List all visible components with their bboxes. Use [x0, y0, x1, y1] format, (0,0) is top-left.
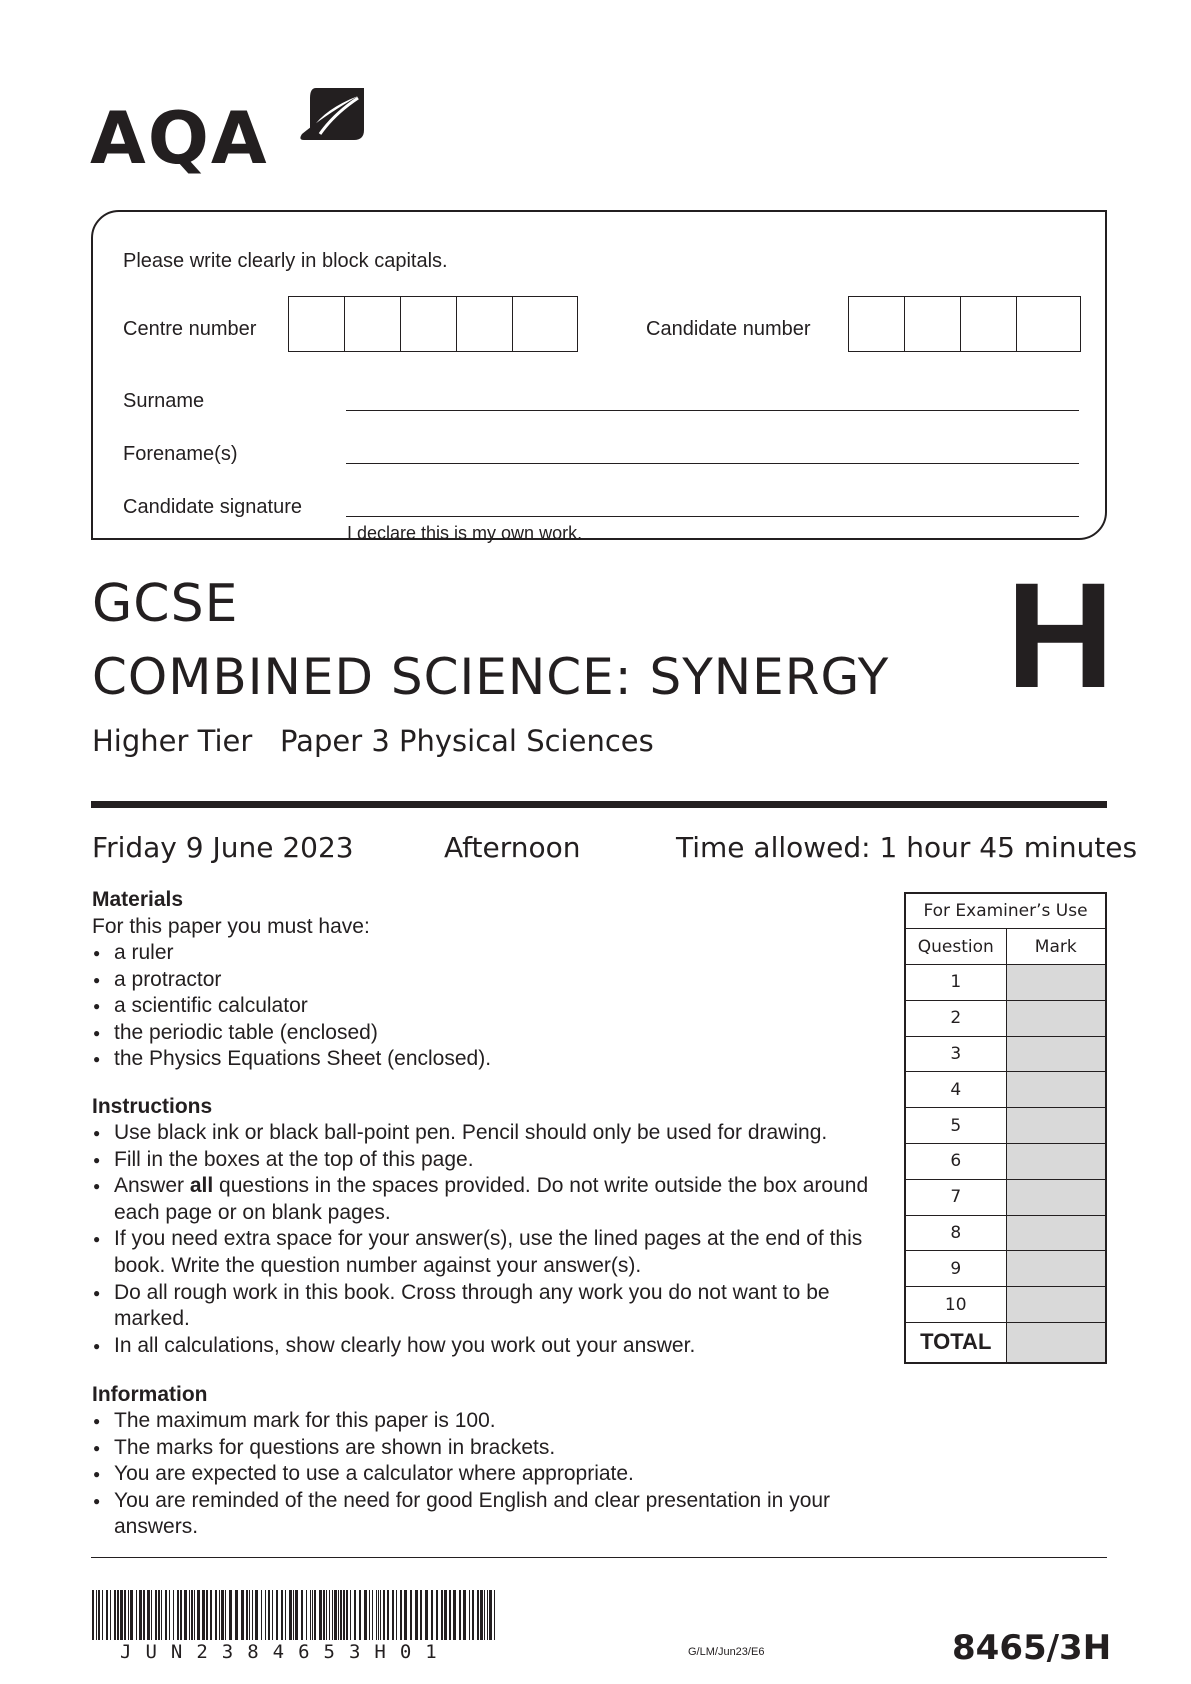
mark-cell[interactable]: [1006, 965, 1106, 1001]
barcode-bar: [400, 1590, 402, 1640]
question-number: 2: [905, 1000, 1006, 1036]
table-row: [905, 1036, 1106, 1072]
barcode-bar: [477, 1590, 479, 1640]
barcode-bar: [293, 1590, 294, 1640]
mark-cell[interactable]: [1006, 1036, 1106, 1072]
barcode-bar: [169, 1590, 170, 1640]
list-item: ● Use black ink or black ball-point pen. Pencil should only be used for drawing.: [92, 1120, 892, 1147]
barcode-bar: [173, 1590, 174, 1640]
candidate-number-field[interactable]: [848, 296, 1081, 352]
total-mark-cell[interactable]: [1006, 1323, 1106, 1363]
barcode-bar: [332, 1590, 333, 1640]
barcode-bar: [143, 1590, 145, 1640]
barcode-bar: [221, 1590, 224, 1640]
barcode-bar: [194, 1590, 195, 1640]
list-item: ● The maximum mark for this paper is 100.: [92, 1408, 892, 1435]
barcode-bar: [343, 1590, 345, 1640]
instructions-heading: Instructions: [92, 1095, 213, 1118]
barcode-bar: [225, 1590, 226, 1640]
table-row: [905, 1072, 1106, 1108]
barcode: [92, 1590, 502, 1640]
barcode-bar: [189, 1590, 190, 1640]
barcode-bar: [494, 1590, 495, 1640]
divider: [91, 801, 1107, 808]
barcode-bar: [249, 1590, 250, 1640]
question-number: 3: [905, 1036, 1006, 1072]
mark-cell[interactable]: [1006, 1287, 1106, 1323]
barcode-bar: [289, 1590, 292, 1640]
barcode-bar: [420, 1590, 422, 1640]
leaf-icon: [298, 88, 364, 144]
barcode-bar: [480, 1590, 483, 1640]
barcode-bar: [354, 1590, 356, 1640]
barcode-bar: [472, 1590, 474, 1640]
question-column-header: Question: [905, 929, 1006, 965]
barcode-bar: [415, 1590, 418, 1640]
list-item: ● In all calculations, show clearly how you work out your answer.: [92, 1333, 892, 1360]
table-row: [905, 1215, 1106, 1251]
mark-cell[interactable]: [1006, 1000, 1106, 1036]
barcode-bar: [285, 1590, 286, 1640]
barcode-bar: [268, 1590, 270, 1640]
barcode-bar: [364, 1590, 367, 1640]
barcode-bar: [383, 1590, 385, 1640]
signature-field[interactable]: [346, 516, 1079, 517]
barcode-bar: [380, 1590, 381, 1640]
barcode-bar: [410, 1590, 412, 1640]
centre-number-label: Centre number: [123, 318, 257, 340]
information-section: [92, 1381, 892, 1541]
barcode-bar: [463, 1590, 466, 1640]
barcode-bar: [334, 1590, 337, 1640]
barcode-bar: [165, 1590, 167, 1640]
declaration-text: I declare this is my own work.: [347, 523, 583, 543]
list-item: ● You are expected to use a calculator where appropriate.: [92, 1461, 892, 1488]
list-item: ● Answer all questions in the spaces provided. Do not write outside the box around each page or on blank pages.: [92, 1173, 892, 1226]
list-item: ● The marks for questions are shown in brackets.: [92, 1435, 892, 1462]
barcode-bar: [487, 1590, 488, 1640]
materials-intro: For this paper you must have:: [92, 915, 370, 938]
barcode-bar: [206, 1590, 208, 1640]
barcode-bar: [453, 1590, 456, 1640]
question-number: 9: [905, 1251, 1006, 1287]
examiner-use-table: [904, 892, 1107, 1364]
total-label: TOTAL: [905, 1323, 1006, 1363]
signature-label: Candidate signature: [123, 496, 303, 518]
barcode-bar: [124, 1590, 126, 1640]
information-heading: Information: [92, 1383, 208, 1406]
mark-cell[interactable]: [1006, 1251, 1106, 1287]
barcode-bar: [120, 1590, 123, 1640]
barcode-bar: [314, 1590, 316, 1640]
barcode-bar: [155, 1590, 157, 1640]
exam-date: Friday 9 June 2023: [92, 831, 354, 864]
table-row: [905, 1108, 1106, 1144]
barcode-bar: [246, 1590, 248, 1640]
list-item: ● a ruler: [92, 940, 872, 967]
barcode-bar: [219, 1590, 220, 1640]
barcode-bar: [301, 1590, 303, 1640]
digit-box[interactable]: [513, 297, 569, 351]
barcode-bar: [350, 1590, 351, 1640]
barcode-bar: [369, 1590, 370, 1640]
logo-text: AQA: [90, 96, 269, 180]
barcode-text: JUN2384653H01: [120, 1641, 451, 1663]
barcode-bar: [128, 1590, 129, 1640]
barcode-bar: [376, 1590, 377, 1640]
examiner-table-title: For Examiner’s Use: [905, 893, 1106, 929]
barcode-bar: [338, 1590, 339, 1640]
barcode-bar: [387, 1590, 389, 1640]
barcode-bar: [158, 1590, 160, 1640]
list-item: ● the Physics Equations Sheet (enclosed).: [92, 1046, 872, 1073]
barcode-bar: [98, 1590, 100, 1640]
paper-code: 8465/3H: [952, 1628, 1112, 1668]
barcode-bar: [378, 1590, 379, 1640]
mark-cell[interactable]: [1006, 1072, 1106, 1108]
digit-box[interactable]: [401, 297, 457, 351]
materials-section: [92, 886, 872, 1073]
materials-heading: Materials: [92, 888, 184, 911]
digit-box[interactable]: [1017, 297, 1073, 351]
paper-reference: G/LM/Jun23/E6: [688, 1646, 765, 1658]
barcode-bar: [139, 1590, 142, 1640]
barcode-bar: [346, 1590, 348, 1640]
barcode-bar: [235, 1590, 238, 1640]
digit-box[interactable]: [849, 297, 905, 351]
barcode-bar: [431, 1590, 433, 1640]
barcode-bar: [210, 1590, 212, 1640]
barcode-bar: [444, 1590, 447, 1640]
digit-box[interactable]: [289, 297, 345, 351]
table-row: [905, 1251, 1106, 1287]
table-row: [905, 1179, 1106, 1215]
barcode-bar: [117, 1590, 119, 1640]
surname-label: Surname: [123, 390, 205, 412]
barcode-bar: [215, 1590, 217, 1640]
list-item: ● Fill in the boxes at the top of this page.: [92, 1147, 892, 1174]
digit-box[interactable]: [905, 297, 961, 351]
block-capitals-instruction: Please write clearly in block capitals.: [123, 250, 448, 272]
centre-number-field[interactable]: [288, 296, 578, 352]
mark-cell[interactable]: [1006, 1144, 1106, 1180]
barcode-bar: [197, 1590, 200, 1640]
table-row: [905, 965, 1106, 1001]
exam-session: Afternoon: [444, 831, 581, 864]
barcode-bar: [151, 1590, 152, 1640]
barcode-bar: [184, 1590, 187, 1640]
question-number: 1: [905, 965, 1006, 1001]
list-item: ● If you need extra space for your answer(s), use the lined pages at the end of this book. Write the question number against your answer(s).: [92, 1226, 892, 1279]
list-item: ● Do all rough work in this book. Cross through any work you do not want to be marked.: [92, 1280, 892, 1333]
barcode-bar: [255, 1590, 258, 1640]
instructions-section: [92, 1093, 892, 1359]
barcode-bar: [396, 1590, 397, 1640]
barcode-bar: [326, 1590, 327, 1640]
barcode-bar: [276, 1590, 278, 1640]
barcode-bar: [252, 1590, 253, 1640]
barcode-bar: [319, 1590, 322, 1640]
barcode-bar: [306, 1590, 307, 1640]
mark-column-header: Mark: [1006, 929, 1106, 965]
question-number: 6: [905, 1144, 1006, 1180]
candidate-number-label: Candidate number: [646, 318, 811, 340]
barcode-bar: [110, 1590, 111, 1640]
forename-field[interactable]: [346, 463, 1079, 464]
barcode-bar: [340, 1590, 342, 1640]
barcode-bar: [177, 1590, 179, 1640]
barcode-bar: [229, 1590, 232, 1640]
barcode-bar: [92, 1590, 94, 1640]
barcode-bar: [359, 1590, 361, 1640]
list-item: ● You are reminded of the need for good English and clear presentation in your answers.: [92, 1488, 892, 1541]
barcode-bar: [265, 1590, 266, 1640]
barcode-bar: [459, 1590, 461, 1640]
total-row: [905, 1323, 1106, 1363]
barcode-bar: [329, 1590, 330, 1640]
mark-cell[interactable]: [1006, 1215, 1106, 1251]
barcode-bar: [191, 1590, 193, 1640]
time-allowed: Time allowed: 1 hour 45 minutes: [676, 831, 1138, 864]
footer-divider: [91, 1557, 1107, 1558]
barcode-bar: [241, 1590, 244, 1640]
barcode-bar: [106, 1590, 108, 1640]
barcode-bar: [404, 1590, 407, 1640]
forename-label: Forename(s): [123, 443, 238, 465]
list-item: ● a scientific calculator: [92, 993, 872, 1020]
question-number: 4: [905, 1072, 1006, 1108]
surname-field[interactable]: [346, 410, 1079, 411]
question-number: 5: [905, 1108, 1006, 1144]
barcode-bar: [295, 1590, 298, 1640]
digit-box[interactable]: [345, 297, 401, 351]
question-number: 7: [905, 1179, 1006, 1215]
barcode-bar: [147, 1590, 150, 1640]
barcode-bar: [261, 1590, 262, 1640]
barcode-bar: [449, 1590, 451, 1640]
barcode-bar: [281, 1590, 283, 1640]
barcode-bar: [102, 1590, 103, 1640]
barcode-bar: [180, 1590, 182, 1640]
digit-box[interactable]: [961, 297, 1017, 351]
digit-box[interactable]: [457, 297, 513, 351]
barcode-bar: [469, 1590, 470, 1640]
table-row: [905, 1287, 1106, 1323]
list-item: ● the periodic table (enclosed): [92, 1020, 872, 1047]
barcode-bar: [484, 1590, 485, 1640]
barcode-bar: [372, 1590, 373, 1640]
question-number: 10: [905, 1287, 1006, 1323]
barcode-bar: [96, 1590, 97, 1640]
barcode-bar: [489, 1590, 492, 1640]
question-number: 8: [905, 1215, 1006, 1251]
barcode-bar: [130, 1590, 133, 1640]
mark-cell[interactable]: [1006, 1179, 1106, 1215]
aqa-logo: [90, 88, 360, 184]
barcode-bar: [312, 1590, 313, 1640]
barcode-bar: [392, 1590, 394, 1640]
qualification-title: GCSE: [92, 574, 239, 634]
table-row: [905, 1000, 1106, 1036]
barcode-bar: [310, 1590, 311, 1640]
barcode-bar: [114, 1590, 116, 1640]
paper-label: Paper 3 Physical Sciences: [280, 724, 654, 758]
tier-letter: H: [1006, 551, 1115, 719]
barcode-bar: [441, 1590, 443, 1640]
subject-title: COMBINED SCIENCE: SYNERGY: [92, 648, 890, 706]
barcode-bar: [272, 1590, 273, 1640]
barcode-bar: [323, 1590, 325, 1640]
barcode-bar: [161, 1590, 162, 1640]
table-row: [905, 1144, 1106, 1180]
barcode-bar: [202, 1590, 205, 1640]
tier-label: Higher Tier: [92, 724, 253, 758]
barcode-bar: [436, 1590, 438, 1640]
barcode-bar: [136, 1590, 137, 1640]
mark-cell[interactable]: [1006, 1108, 1106, 1144]
list-item: ● a protractor: [92, 967, 872, 994]
barcode-bar: [425, 1590, 428, 1640]
